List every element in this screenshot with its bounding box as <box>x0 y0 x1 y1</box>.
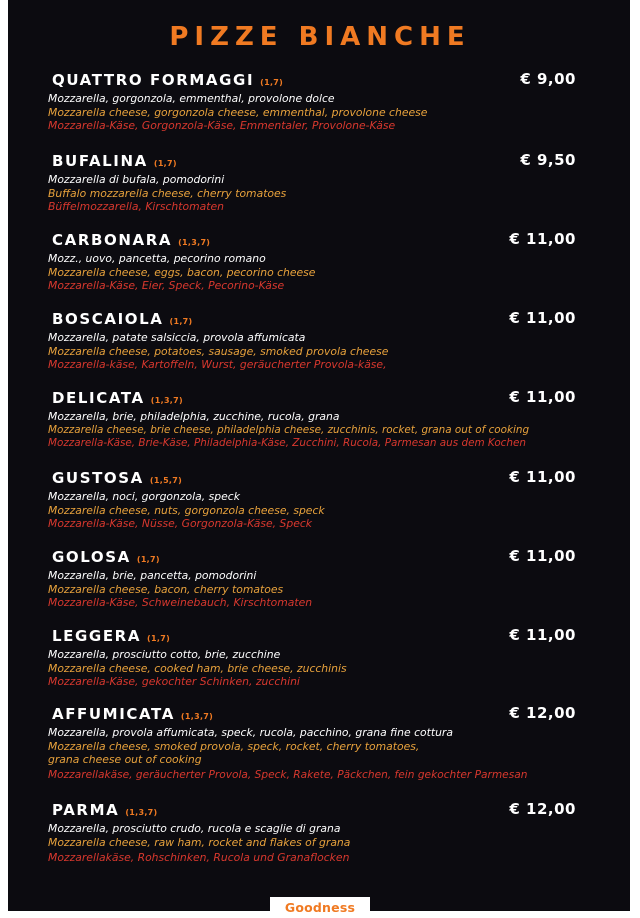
menu-item-gustosa <box>48 468 618 531</box>
item-name: CARBONARA <box>52 231 173 249</box>
menu-item-golosa <box>48 547 618 610</box>
item-header <box>48 309 618 331</box>
item-name: LEGGERA <box>52 627 142 645</box>
item-price: € 12,00 <box>509 800 576 818</box>
item-name: DELICATA <box>52 389 145 407</box>
menu-item-boscaiola <box>48 309 618 372</box>
item-allergens: (1,3,7) <box>178 238 211 247</box>
item-description-english: Mozzarella cheese, eggs, bacon, pecorino cheese <box>48 265 316 279</box>
menu-title: PIZZE BIANCHE <box>169 22 471 52</box>
item-description-german: Mozzarella-Käse, Nüsse, Gorgonzola-Käse, Speck <box>48 517 313 530</box>
menu-item-leggera <box>48 626 618 689</box>
item-allergens: (1,5,7) <box>149 476 183 485</box>
item-allergens: (1,3,7) <box>125 808 158 817</box>
item-name: QUATTRO FORMAGGI <box>52 71 255 89</box>
item-description-italian: Mozzarella di bufala, pomodorini <box>48 173 225 186</box>
item-name: AFFUMICATA <box>52 705 175 723</box>
item-description-italian: Mozzarella, patate salsiccia, provola affumicata <box>48 331 306 344</box>
item-description-german: Mozzarella-Käse, Gorgonzola-Käse, Emmentaler, Provolone-Käse <box>48 119 396 132</box>
item-description-english: Mozzarella cheese, raw ham, rocket and flakes of grana <box>48 835 351 849</box>
item-price: € 11,00 <box>509 309 576 327</box>
item-description-italian: Mozz., uovo, pancetta, pecorino romano <box>48 252 266 265</box>
item-allergens: (1,7) <box>153 159 177 168</box>
item-description-italian: Mozzarella, gorgonzola, emmenthal, provolone dolce <box>48 92 335 105</box>
item-description-italian: Mozzarella, prosciutto crudo, rucola e scaglie di grana <box>48 822 341 835</box>
item-name: BOSCAIOLA <box>52 310 164 328</box>
item-header <box>48 388 618 410</box>
item-price: € 11,00 <box>509 468 576 486</box>
item-description-english: Mozzarella cheese, bacon, cherry tomatoes <box>48 582 284 596</box>
item-name: GUSTOSA <box>52 469 144 487</box>
item-price: € 11,00 <box>509 230 576 248</box>
menu-item-affumicata <box>48 704 618 782</box>
item-name: BUFALINA <box>52 152 148 170</box>
menu-item-bufalina <box>48 151 618 214</box>
item-header <box>48 800 618 822</box>
item-name: PARMA <box>52 801 120 819</box>
item-header <box>48 151 618 173</box>
item-description-english: Mozzarella cheese, potatoes, sausage, smoked provola cheese <box>48 344 389 358</box>
menu-item-quattro-formaggi <box>48 70 618 133</box>
menu-item-carbonara <box>48 230 618 293</box>
item-description-english: Mozzarella cheese, gorgonzola cheese, emmenthal, provolone cheese <box>48 105 428 119</box>
item-description-german: Mozzarellakäse, geräucherter Provola, Speck, Rakete, Päckchen, fein gekochter Parmesan <box>48 768 528 781</box>
item-header <box>48 468 618 490</box>
item-description-german: Büffelmozzarella, Kirschtomaten <box>48 200 224 213</box>
item-header <box>48 547 618 569</box>
item-description-english: Mozzarella cheese, nuts, gorgonzola cheese, speck <box>48 503 325 517</box>
item-allergens: (1,7) <box>136 555 160 564</box>
item-price: € 11,00 <box>509 388 576 406</box>
item-description-german: Mozzarella-Käse, Brie-Käse, Philadelphia-Käse, Zucchini, Rucola, Parmesan aus dem Kochen <box>48 437 526 449</box>
item-description-italian: Mozzarella, prosciutto cotto, brie, zucchine <box>48 648 281 661</box>
item-allergens: (1,3,7) <box>150 396 183 405</box>
item-description-english: Mozzarella cheese, brie cheese, philadelphia cheese, zucchinis, rocket, grana out of cooking <box>48 423 530 436</box>
item-allergens: (1,7) <box>260 78 284 87</box>
item-description-english: Mozzarella cheese, cooked ham, brie cheese, zucchinis <box>48 661 347 675</box>
item-allergens: (1,7) <box>147 634 171 643</box>
item-allergens: (1,7) <box>169 317 193 326</box>
item-description-german: Mozzarella-Käse, Eier, Speck, Pecorino-Käse <box>48 279 285 292</box>
item-header <box>48 704 618 726</box>
item-description-italian: Mozzarella, brie, philadelphia, zucchine, rucola, grana <box>48 410 340 423</box>
item-price: € 9,00 <box>520 70 576 88</box>
item-price: € 9,50 <box>520 151 576 169</box>
item-description-german: Mozzarella-Käse, gekochter Schinken, zucchini <box>48 675 300 688</box>
item-description-italian: Mozzarella, brie, pancetta, pomodorini <box>48 569 257 582</box>
item-description-german: Mozzarella-Käse, Schweinebauch, Kirschtomaten <box>48 596 313 609</box>
item-header <box>48 70 618 92</box>
item-price: € 11,00 <box>509 626 576 644</box>
menu-item-delicata <box>48 388 618 451</box>
item-name: GOLOSA <box>52 548 131 566</box>
item-description-german: Mozzarella-käse, Kartoffeln, Wurst, geräucherter Provola-käse, <box>48 358 387 371</box>
goodness-logo: Goodness <box>284 900 356 915</box>
footer-tab <box>270 897 370 918</box>
item-price: € 12,00 <box>509 704 576 722</box>
item-header <box>48 626 618 648</box>
item-description-italian: Mozzarella, provola affumicata, speck, rucola, pacchino, grana fine cottura <box>48 726 453 739</box>
item-price: € 11,00 <box>509 547 576 565</box>
item-description-english: Mozzarella cheese, smoked provola, speck, rocket, cherry tomatoes, <box>48 739 420 753</box>
item-description-english: Buffalo mozzarella cheese, cherry tomatoes <box>48 186 287 200</box>
item-description-english-continued: grana cheese out of cooking <box>48 753 202 766</box>
item-header <box>48 230 618 252</box>
item-description-italian: Mozzarella, noci, gorgonzola, speck <box>48 490 240 503</box>
item-allergens: (1,3,7) <box>180 712 214 721</box>
menu-item-parma <box>48 800 618 865</box>
item-description-german: Mozzarellakäse, Rohschinken, Rucola und Granaflocken <box>48 851 350 864</box>
